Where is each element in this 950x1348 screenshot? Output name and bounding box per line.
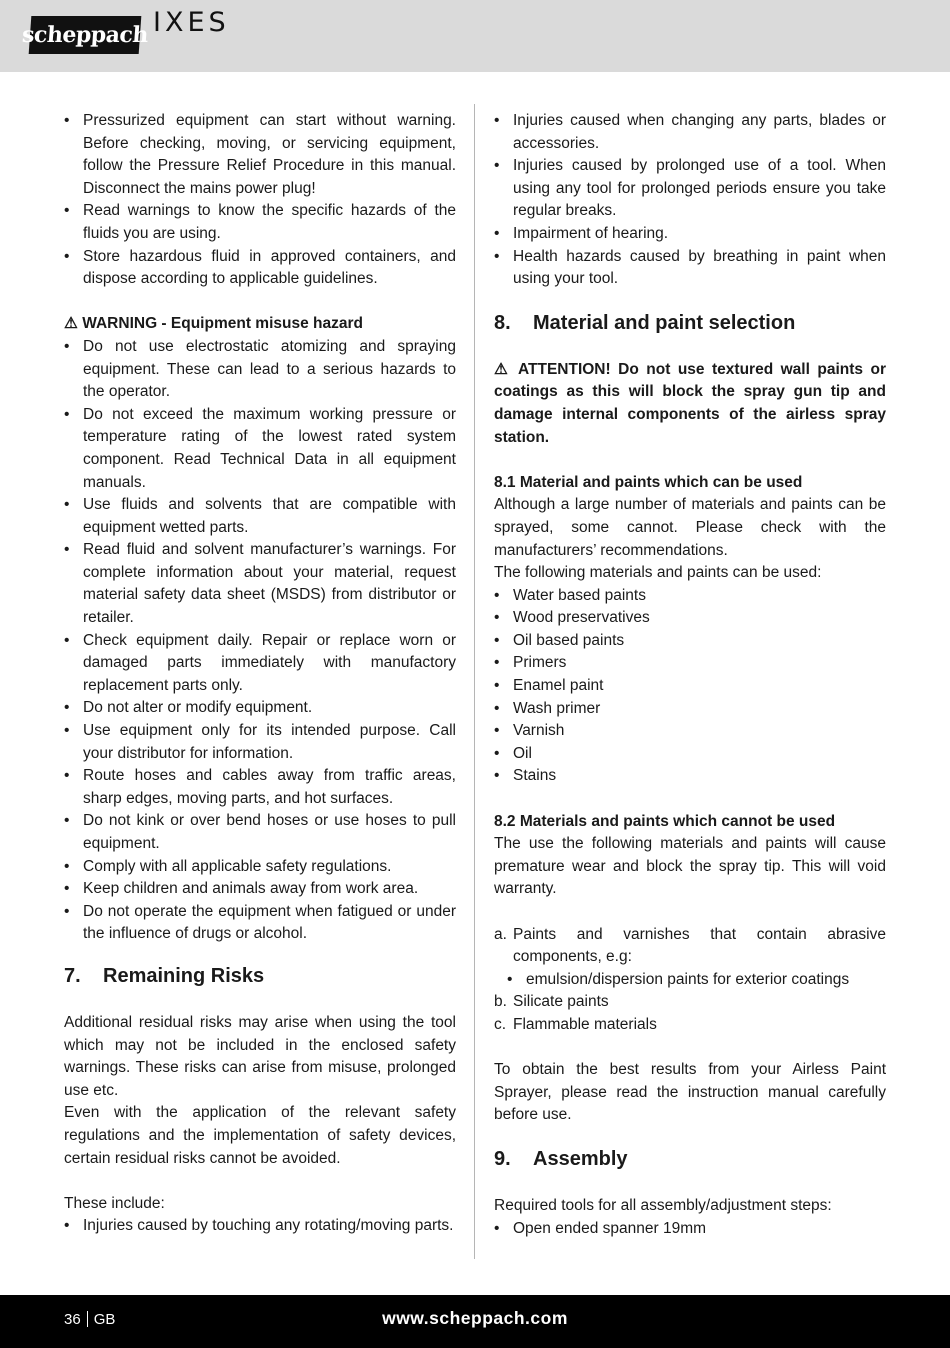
- attention-note: [494, 359, 886, 449]
- misuse-hazard-list: [64, 336, 456, 946]
- list-item: • Enamel paint: [494, 675, 886, 698]
- list-item-text: Silicate paints: [513, 993, 609, 1011]
- list-item: • Injuries caused when changing any parts, blades or accessories.: [494, 110, 886, 155]
- section-7-heading: [64, 962, 456, 990]
- attention-text: ATTENTION! Do not use textured wall paints or coatings as this will block the spray gun tip and damage internal components of the airless spray station.: [494, 360, 886, 446]
- list-item: • Impairment of hearing.: [494, 223, 886, 246]
- list-item: • Read warnings to know the specific hazards of the fluids you are using.: [64, 200, 456, 245]
- list-marker: b.: [494, 993, 507, 1011]
- page-number-value: 36: [64, 1311, 81, 1328]
- list-item-text: Flammable materials: [513, 1015, 657, 1033]
- list-item: • Water based paints: [494, 585, 886, 608]
- paragraph: Additional residual risks may arise when using the tool which may not be included in the enclosed safety warnings. These risks can arise from misuse, prolonged use etc.: [64, 1013, 456, 1099]
- list-item: • Use fluids and solvents that are compatible with equipment wetted parts.: [64, 494, 456, 539]
- list-item: • Pressurized equipment can start without warning. Before checking, moving, or servicing equipment, follow the Pressure Relief Procedure in this manual. Disconnect the mains power plug!: [64, 110, 456, 200]
- paragraph: These include:: [64, 1194, 165, 1212]
- list-item: • Route hoses and cables away from traffic areas, sharp edges, moving parts, and hot surfaces.: [64, 765, 456, 810]
- list-item: • Varnish: [494, 720, 886, 743]
- paragraph: Although a large number of materials and paints can be sprayed, some cannot. Please check with the manufacturers’ recommendations.: [494, 496, 886, 559]
- paragraph: The following materials and paints can be used:: [494, 564, 822, 582]
- language-code: GB: [93, 1311, 116, 1328]
- risk-list: [64, 1215, 456, 1238]
- list-item: • Read fluid and solvent manufacturer’s warnings. For complete information about your material, request material safety data sheet (MSDS) from distributor or retailer.: [64, 539, 456, 629]
- column-divider: [474, 104, 475, 1259]
- risk-list-continued: [494, 110, 886, 291]
- list-marker: a.: [494, 925, 507, 943]
- list-item: • Injuries caused by prolonged use of a tool. When using any tool for prolonged periods ensure you take regular breaks.: [494, 155, 886, 223]
- paragraph: To obtain the best results from your Airless Paint Sprayer, please read the instruction manual carefully before use.: [494, 1061, 886, 1124]
- section-number: 8.: [494, 311, 511, 334]
- paragraph: Even with the application of the relevant safety regulations and the implementation of safety devices, certain residual risks cannot be avoided.: [64, 1104, 456, 1167]
- subsection-8-1-title: 8.1 Material and paints which can be used: [494, 473, 803, 491]
- sub-list: [494, 969, 886, 992]
- section-number: 9.: [494, 1147, 511, 1170]
- list-item: • Oil based paints: [494, 630, 886, 653]
- ixes-brand-logo: IXES: [153, 7, 230, 38]
- right-column: [494, 110, 886, 1240]
- list-item: • Comply with all applicable safety regulations.: [64, 856, 456, 879]
- list-item-text: Paints and varnishes that contain abrasive components, e.g:: [513, 925, 886, 966]
- list-item: • Injuries caused by touching any rotating/moving parts.: [64, 1215, 456, 1238]
- list-item: [494, 991, 886, 1014]
- list-item: • Use equipment only for its intended purpose. Call your distributor for information.: [64, 720, 456, 765]
- list-item: • Do not operate the equipment when fatigued or under the influence of drugs or alcohol.: [64, 901, 456, 946]
- section-number: 7.: [64, 964, 81, 987]
- list-item: [494, 1014, 886, 1037]
- list-item: • Wood preservatives: [494, 607, 886, 630]
- list-item: • Store hazardous fluid in approved containers, and dispose according to applicable guidelines.: [64, 246, 456, 291]
- unusable-materials-list: [494, 924, 886, 969]
- usable-materials-list: [494, 585, 886, 788]
- tools-list: [494, 1218, 886, 1241]
- list-item: • Do not kink or over bend hoses or use hoses to pull equipment.: [64, 810, 456, 855]
- list-item: • Open ended spanner 19mm: [494, 1218, 886, 1241]
- list-item: • Do not exceed the maximum working pressure or temperature rating of the lowest rated system component. Read Technical Data in all equipment manuals.: [64, 404, 456, 494]
- section-title: Assembly: [533, 1147, 628, 1170]
- safety-list-1: [64, 110, 456, 291]
- list-item: • Check equipment daily. Repair or replace worn or damaged parts immediately with manufactory replacement parts only.: [64, 630, 456, 698]
- list-item: • Primers: [494, 652, 886, 675]
- warning-heading-text: WARNING - Equipment misuse hazard: [82, 315, 363, 333]
- list-item: • emulsion/dispersion paints for exterior coatings: [507, 969, 886, 992]
- section-title: Remaining Risks: [103, 964, 265, 987]
- section-8-heading: [494, 309, 886, 337]
- website-url: www.scheppach.com: [382, 1308, 568, 1328]
- paragraph: Required tools for all assembly/adjustment steps:: [494, 1196, 832, 1214]
- list-item: • Keep children and animals away from work area.: [64, 878, 456, 901]
- attention-icon: ⚠: [494, 360, 512, 378]
- paragraph: The use the following materials and paints will cause premature wear and block the spray tip. This will void warranty.: [494, 835, 886, 898]
- scheppach-logo: scheppach: [29, 16, 142, 54]
- warning-heading: [64, 313, 456, 336]
- list-item: • Wash primer: [494, 698, 886, 721]
- list-item: [494, 924, 886, 969]
- warning-icon: ⚠: [64, 315, 78, 333]
- unusable-materials-list-cont: [494, 991, 886, 1036]
- subsection-8-2-title: 8.2 Materials and paints which cannot be used: [494, 812, 836, 830]
- list-item: • Oil: [494, 743, 886, 766]
- left-column: [64, 110, 456, 1238]
- list-marker: c.: [494, 1015, 507, 1033]
- list-item: • Do not alter or modify equipment.: [64, 697, 456, 720]
- list-item: • Health hazards caused by breathing in paint when using your tool.: [494, 246, 886, 291]
- page-header: [0, 0, 950, 72]
- page-footer: [0, 1295, 950, 1348]
- section-title: Material and paint selection: [533, 311, 796, 334]
- list-item: • Stains: [494, 765, 886, 788]
- list-item: • Do not use electrostatic atomizing and spraying equipment. These can lead to a serious hazards to the operator.: [64, 336, 456, 404]
- section-9-heading: [494, 1145, 886, 1173]
